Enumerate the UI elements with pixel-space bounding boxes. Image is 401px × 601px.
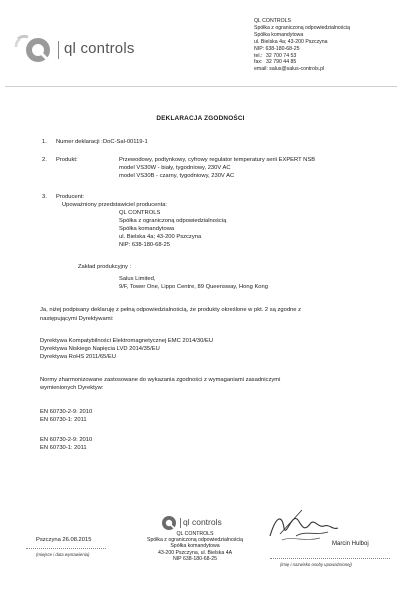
declaration-number-value: DoC-Sal-00119-1 [103, 139, 148, 145]
representative-line: Spółka komandytowa [119, 226, 175, 232]
declaration-number-label: Numer deklaracji : [56, 139, 103, 145]
company-logo [14, 33, 164, 67]
signer-name: Marcin Hulboj [332, 541, 369, 547]
directive-item: Dyrektywa Kompatybilności Elektromagnetycznej EMC 2014/30/EU [40, 338, 214, 344]
stamp-line: 43-200 Pszczyna, ul. Bielska 4A [157, 549, 233, 556]
document-title: DEKLARACJA ZGODNOŚCI [156, 115, 245, 122]
place-date: Pszczyna 26.08.2015 [36, 537, 92, 543]
company-tel [254, 53, 350, 60]
logo-text: ql controls [64, 40, 135, 57]
place-date-underline [26, 548, 106, 549]
norm-item: EN 60730-1: 2011 [40, 417, 87, 423]
representative-label: Upoważniony przedstawiciel producenta: [62, 202, 168, 208]
section-number: 2. [42, 157, 47, 163]
company-line: Spółka komandytowa [254, 31, 304, 38]
company-line: QL CONTROLS [254, 18, 291, 24]
tel-value: 32 700 74 53 [266, 52, 297, 59]
product-label: Produkt: [56, 157, 78, 163]
logo-separator [58, 41, 59, 59]
stamp-logo-text: ql controls [183, 517, 222, 527]
production-plant-line: 9/F, Tower One, Lippo Centre, 89 Queensway, Hong Kong [119, 284, 268, 290]
place-date-caption: (miejsce i data wystawienia) [36, 552, 90, 557]
norms-intro-line: Normy zharmonizowane zastosowane do wykazania zgodności z wymaganiami zasadniczymi [40, 377, 281, 383]
stamp-logo [158, 514, 238, 532]
representative-line: QL CONTROLS [119, 210, 161, 216]
company-fax [254, 59, 350, 66]
company-line: Spółka z ograniczoną odpowiedzialnością [254, 24, 351, 31]
statement-line: następującymi Dyrektywami: [40, 316, 114, 322]
header-divider [5, 86, 397, 87]
product-line: model VS30B - czarny, tygodniowy, 230V AC [119, 173, 235, 179]
producer-label: Producent: [56, 194, 85, 200]
directive-item: Dyrektywa RoHS 2011/65/EU [40, 354, 116, 360]
product-line: Przewodowy, podtynkowy, cyfrowy regulator temperatury serii EXPERT NSB [119, 157, 316, 163]
product-line: model VS30W - biały, tygodniowy, 230V AC [119, 165, 231, 171]
production-plant-line: Salus Limited, [119, 276, 156, 282]
ql-controls-logo-icon [14, 33, 54, 67]
handwritten-signature-icon [262, 506, 342, 546]
fax-label: fax: [254, 59, 263, 66]
signer-caption: (imię i nazwisko osoby upoważnionej) [280, 562, 352, 567]
stamp-logo-icon [158, 514, 178, 532]
company-email: email: salus@salus-controls.pl [254, 66, 325, 73]
fax-value: 32 790 44 85 [266, 59, 297, 66]
stamp-logo-separator [180, 518, 181, 528]
section-number: 1. [42, 139, 47, 145]
stamp-line: QL CONTROLS [176, 531, 214, 537]
norm-item: EN 60730-2-9: 2010 [40, 409, 93, 415]
signature-underline [270, 558, 390, 559]
company-line: NIP: 638-180-68-25 [254, 45, 300, 52]
representative-line: Spółka z ograniczoną odpowiedzialnością [119, 218, 227, 224]
tel-label: tel.: [254, 52, 263, 59]
representative-line: NIP: 638-180-68-25 [119, 242, 170, 248]
production-plant-label: Zakład produkcyjny : [78, 264, 132, 270]
company-stamp [130, 531, 260, 562]
norms-intro-line: wymienionych Dyrektyw: [40, 385, 104, 391]
company-line: ul. Bielska 4a; 43-200 Pszczyna [254, 38, 328, 45]
representative-line: ul. Bielska 4a; 43-200 Pszczyna [119, 234, 202, 240]
norm-item: EN 60730-2-9: 2010 [40, 437, 93, 443]
statement-line: Ja, niżej podpisany deklaruję z pełną odpowiedzialnością, że produkty określone w pkt. 2 są zgodne z [40, 307, 302, 313]
norm-item: EN 60730-1: 2011 [40, 445, 87, 451]
directive-item: Dyrektywa Niskiego Napięcia LVD 2014/35/EU [40, 346, 160, 352]
stamp-line: Spółka komandytowa [170, 543, 220, 550]
section-number: 3. [42, 194, 47, 200]
company-info [254, 18, 350, 73]
stamp-line: NIP 638-180-68-25 [172, 555, 218, 562]
stamp-line: Spółka z ograniczoną odpowiedzialnością [146, 537, 244, 544]
